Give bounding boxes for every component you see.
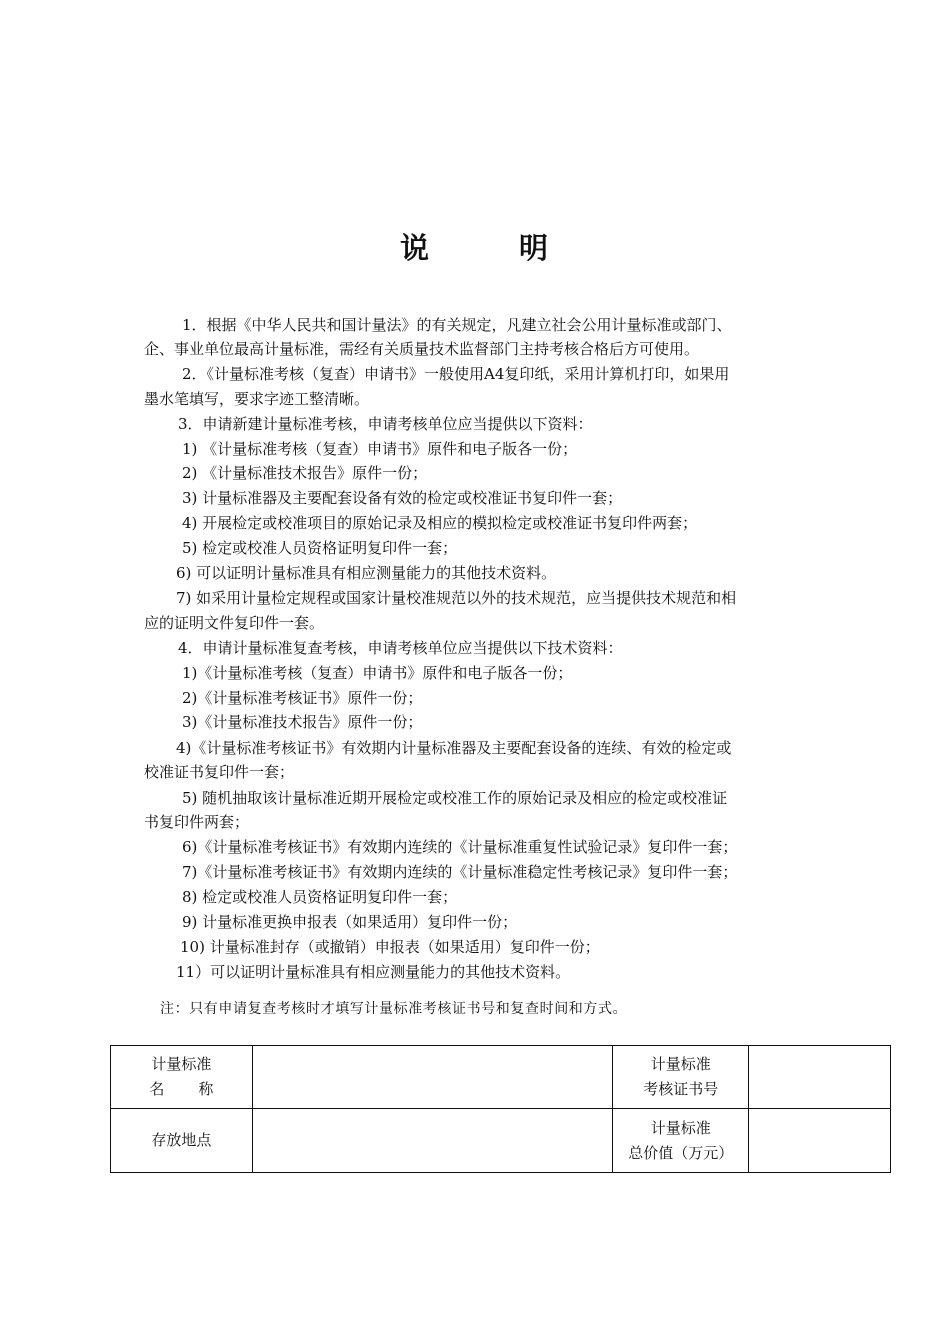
- title-char-2: 明: [519, 231, 551, 265]
- standard-info-table: [110, 1045, 891, 1173]
- paragraph-line: 5) 随机抽取该计量标准近期开展检定或校准工作的原始记录及相应的检定或校准证: [182, 789, 728, 807]
- label-line: 计量标准: [151, 1055, 212, 1073]
- label-standard-name: [111, 1046, 253, 1109]
- paragraph-line: 10) 计量标准封存（或撤销）申报表（如果适用）复印件一份；: [180, 938, 600, 956]
- label-total-value: [613, 1109, 749, 1173]
- paragraph-line: 2)《计量标准考核证书》原件一份；: [182, 689, 423, 707]
- paragraph-line: 4)《计量标准考核证书》有效期内计量标准器及主要配套设备的连续、有效的检定或: [176, 739, 732, 757]
- label-line: 计量标准: [650, 1055, 711, 1073]
- label-char: 称: [198, 1080, 214, 1098]
- paragraph-line: 墨水笔填写，要求字迹工整清晰。: [144, 390, 370, 408]
- paragraph-line: 1) 《计量标准考核（复查）申请书》原件和电子版各一份；: [182, 440, 578, 458]
- paragraph-line: 2) 《计量标准技术报告》原件一份；: [182, 464, 428, 482]
- label-char: 名: [149, 1080, 165, 1098]
- label-line: 总价值（万元）: [628, 1143, 734, 1162]
- paragraph-line: 7)《计量标准考核证书》有效期内连续的《计量标准稳定性考核记录》复印件一套；: [182, 863, 738, 881]
- paragraph-line: 企、事业单位最高计量标准，需经有关质量技术监督部门主持考核合格后方可使用。: [144, 340, 700, 358]
- paragraph-line: 7) 如采用计量检定规程或国家计量校准规范以外的技术规范，应当提供技术规范和相: [176, 589, 737, 607]
- table-row: [111, 1046, 891, 1109]
- paragraph-line: 书复印件两套；: [144, 813, 250, 831]
- label-line: 计量标准: [650, 1118, 711, 1137]
- storage-location-field[interactable]: [252, 1109, 612, 1173]
- paragraph-line: 8) 检定或校准人员资格证明复印件一套；: [182, 888, 458, 906]
- paragraph-line: 2．《计量标准考核（复查）申请书》一般使用A4复印纸，采用计算机打印，如果用: [182, 365, 730, 383]
- label-certificate-no: [613, 1046, 749, 1109]
- paragraph-line: 3．申请新建计量标准考核，申请考核单位应当提供以下资料：: [178, 415, 593, 433]
- paragraph-line: 3) 计量标准器及主要配套设备有效的检定或校准证书复印件一套；: [182, 489, 623, 507]
- paragraph-line: 6)《计量标准考核证书》有效期内连续的《计量标准重复性试验记录》复印件一套；: [182, 838, 738, 856]
- paragraph-line: 1．根据《中华人民共和国计量法》的有关规定，凡建立社会公用计量标准或部门、: [182, 316, 732, 334]
- total-value-field[interactable]: [749, 1109, 891, 1173]
- title-char-1: 说: [399, 231, 431, 265]
- paragraph-line: 11）可以证明计量标准具有相应测量能力的其他技术资料。: [176, 963, 571, 981]
- paragraph-line: 1)《计量标准考核（复查）申请书》原件和电子版各一份；: [182, 664, 573, 682]
- paragraph-line: 应的证明文件复印件一套。: [144, 614, 325, 632]
- label-line: [111, 1077, 252, 1102]
- paragraph-line: 6) 可以证明计量标准具有相应测量能力的其他技术资料。: [176, 564, 557, 582]
- page-title: [0, 226, 950, 267]
- footnote: 注：只有申请复查考核时才填写计量标准考核证书号和复查时间和方式。: [160, 1001, 628, 1017]
- standard-name-field[interactable]: [252, 1046, 612, 1109]
- table-row: [111, 1109, 891, 1173]
- paragraph-line: 4．申请计量标准复查考核，申请考核单位应当提供以下技术资料：: [178, 639, 623, 657]
- paragraph-line: 4) 开展检定或校准项目的原始记录及相应的模拟检定或校准证书复印件两套；: [182, 514, 698, 532]
- label-storage-location: 存放地点: [111, 1109, 253, 1173]
- certificate-no-field[interactable]: [749, 1046, 891, 1109]
- paragraph-line: 校准证书复印件一套；: [144, 763, 295, 781]
- paragraph-line: 9) 计量标准更换申报表（如果适用）复印件一份；: [182, 913, 518, 931]
- paragraph-line: 5) 检定或校准人员资格证明复印件一套；: [182, 539, 458, 557]
- paragraph-line: 3)《计量标准技术报告》原件一份；: [182, 713, 423, 731]
- label-line: 考核证书号: [643, 1080, 719, 1098]
